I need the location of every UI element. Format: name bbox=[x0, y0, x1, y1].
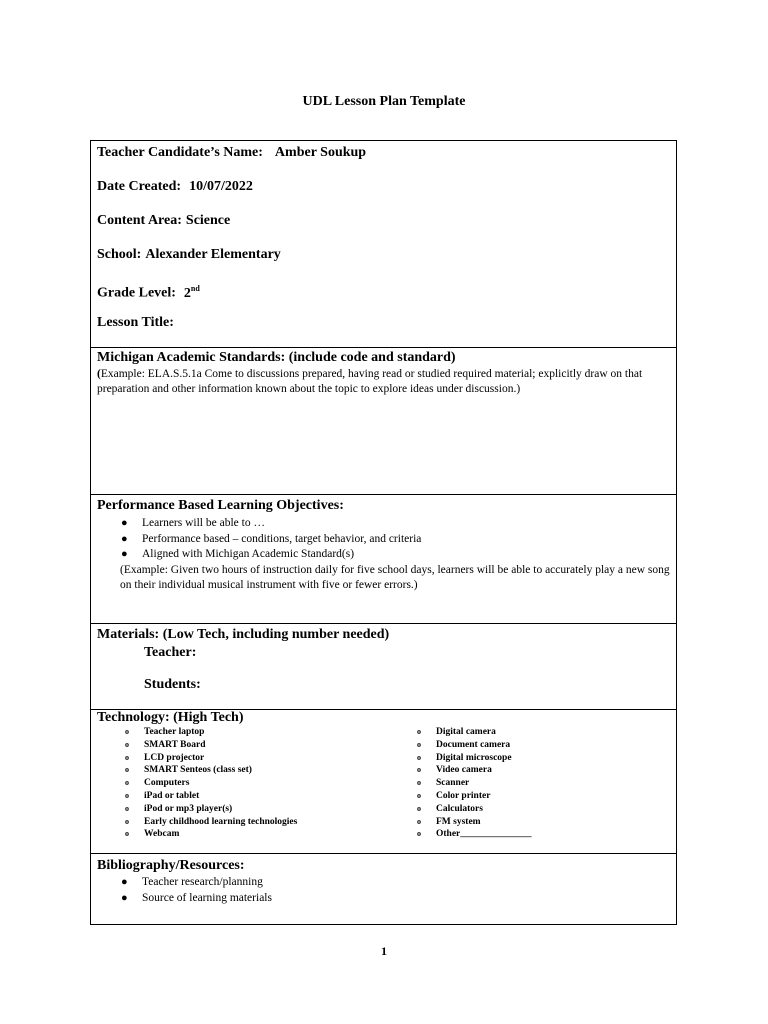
grade-value: 2 bbox=[183, 285, 191, 301]
checklist-item bbox=[383, 816, 532, 829]
school-row bbox=[97, 246, 676, 280]
circle-bullet-icon: o bbox=[125, 816, 129, 826]
checklist-item bbox=[91, 777, 297, 790]
bullet-icon: ● bbox=[121, 891, 128, 904]
checklist-item-text: FM system bbox=[436, 816, 481, 827]
materials-students-label: Students: bbox=[144, 677, 201, 692]
bibliography-list bbox=[97, 875, 676, 906]
circle-bullet-icon: o bbox=[417, 816, 421, 826]
checklist-item-text: Calculators bbox=[436, 803, 483, 814]
list-item-text: Source of learning materials bbox=[142, 891, 272, 904]
circle-bullet-icon: o bbox=[417, 765, 421, 775]
checklist-item-text: Video camera bbox=[436, 765, 492, 776]
checklist-item bbox=[91, 790, 297, 803]
circle-bullet-icon: o bbox=[417, 778, 421, 788]
circle-bullet-icon: o bbox=[417, 829, 421, 839]
checklist-item bbox=[383, 777, 532, 790]
checklist-item bbox=[91, 739, 297, 752]
list-item bbox=[97, 891, 676, 907]
technology-lists bbox=[97, 726, 676, 846]
grade-superscript: nd bbox=[190, 284, 200, 293]
content-area-row bbox=[97, 212, 676, 246]
checklist-item bbox=[91, 816, 297, 829]
circle-bullet-icon: o bbox=[125, 752, 129, 762]
date-value: 10/07/2022 bbox=[189, 179, 253, 194]
circle-bullet-icon: o bbox=[125, 739, 129, 749]
objectives-example: (Example: Given two hours of instruction daily for five school days, learners will be able to accurately play a new song on their individual musical instrument with five or fewer errors.) bbox=[120, 563, 670, 591]
technology-section bbox=[91, 710, 676, 854]
list-item-text: Learners will be able to … bbox=[142, 517, 265, 529]
checklist-item bbox=[91, 803, 297, 816]
bullet-icon: ● bbox=[121, 532, 128, 545]
school-label: School: bbox=[97, 247, 142, 262]
list-item bbox=[97, 532, 676, 548]
bibliography-heading: Bibliography/Resources: bbox=[97, 858, 245, 873]
checklist-item-text: Digital microscope bbox=[436, 752, 512, 763]
grade-label: Grade Level: bbox=[97, 285, 176, 301]
checklist-item bbox=[383, 803, 532, 816]
checklist-item-text: LCD projector bbox=[144, 752, 205, 763]
circle-bullet-icon: o bbox=[417, 727, 421, 736]
list-item-text: Teacher research/planning bbox=[142, 876, 263, 888]
checklist-item-text: iPad or tablet bbox=[144, 790, 200, 801]
standards-example-text: Example: ELA.S.5.1a Come to discussions prepared, having read or studied required material; explicitly draw on that preparation and other information known about the topic to explore ideas under discussion.) bbox=[97, 368, 643, 395]
checklist-item-text: Document camera bbox=[436, 739, 511, 750]
list-item bbox=[97, 547, 676, 563]
checklist-item-text: Computers bbox=[144, 778, 190, 789]
bibliography-section bbox=[91, 854, 676, 924]
checklist-item bbox=[383, 726, 532, 739]
checklist-item-text: Teacher laptop bbox=[144, 727, 205, 737]
checklist-item-text: Webcam bbox=[144, 829, 180, 840]
checklist-item-text: Early childhood learning technologies bbox=[144, 816, 298, 827]
circle-bullet-icon: o bbox=[417, 803, 421, 813]
standards-example-paren: ( bbox=[97, 368, 101, 380]
checklist-item-text: iPod or mp3 player(s) bbox=[144, 803, 233, 814]
checklist-item bbox=[383, 790, 532, 803]
bullet-icon: ● bbox=[121, 548, 128, 560]
circle-bullet-icon: o bbox=[125, 803, 129, 813]
standards-example bbox=[97, 367, 676, 397]
objectives-list bbox=[97, 516, 676, 563]
lesson-plan-table bbox=[90, 140, 677, 925]
page-number: 1 bbox=[381, 944, 387, 958]
document-title: UDL Lesson Plan Template bbox=[302, 94, 466, 109]
list-item-text: Performance based – conditions, target behavior, and criteria bbox=[142, 532, 422, 545]
checklist-item-text: SMART Senteos (class set) bbox=[144, 765, 252, 776]
checklist-item-text: Color printer bbox=[436, 790, 491, 801]
checklist-item bbox=[383, 764, 532, 777]
checklist-item bbox=[383, 828, 532, 841]
teacher-name-value: Amber Soukup bbox=[274, 145, 367, 160]
checklist-item-text: SMART Board bbox=[144, 739, 206, 750]
checklist-item bbox=[91, 828, 297, 841]
standards-section bbox=[91, 348, 676, 495]
checklist-item-text: Other_______________ bbox=[436, 829, 532, 840]
checklist-item bbox=[91, 726, 297, 739]
date-label: Date Created: bbox=[97, 179, 182, 194]
technology-list-right bbox=[383, 726, 532, 841]
materials-teacher-label: Teacher: bbox=[144, 645, 197, 660]
grade-row bbox=[97, 280, 676, 314]
lesson-title-row bbox=[97, 314, 676, 348]
objectives-heading: Performance Based Learning Objectives: bbox=[97, 498, 344, 513]
circle-bullet-icon: o bbox=[125, 727, 129, 736]
circle-bullet-icon: o bbox=[417, 739, 421, 749]
checklist-item bbox=[91, 764, 297, 777]
circle-bullet-icon: o bbox=[125, 765, 129, 775]
technology-heading: Technology: (High Tech) bbox=[97, 710, 244, 725]
materials-heading: Materials: (Low Tech, including number needed) bbox=[97, 627, 390, 642]
materials-section bbox=[91, 624, 676, 710]
checklist-item bbox=[383, 752, 532, 765]
teacher-name-label: Teacher Candidate’s Name: bbox=[97, 145, 263, 160]
content-area-label: Content Area: bbox=[97, 213, 182, 228]
school-value: Alexander Elementary bbox=[145, 247, 281, 262]
teacher-name-row bbox=[97, 144, 676, 178]
bullet-icon: ● bbox=[121, 517, 128, 529]
checklist-item-text: Scanner bbox=[436, 778, 470, 789]
bullet-icon: ● bbox=[121, 876, 128, 888]
circle-bullet-icon: o bbox=[417, 790, 421, 800]
circle-bullet-icon: o bbox=[125, 778, 129, 788]
circle-bullet-icon: o bbox=[125, 790, 129, 800]
list-item bbox=[97, 875, 676, 891]
header-section bbox=[91, 141, 676, 348]
list-item bbox=[97, 516, 676, 532]
circle-bullet-icon: o bbox=[125, 829, 129, 839]
objectives-section bbox=[91, 495, 676, 624]
lesson-title-label: Lesson Title: bbox=[97, 315, 174, 330]
date-row bbox=[97, 178, 676, 212]
circle-bullet-icon: o bbox=[417, 752, 421, 762]
content-area-value: Science bbox=[185, 213, 231, 228]
technology-list-left bbox=[91, 726, 297, 841]
standards-heading: Michigan Academic Standards: (include code and standard) bbox=[97, 350, 456, 365]
checklist-item bbox=[91, 752, 297, 765]
list-item-text: Aligned with Michigan Academic Standard(s) bbox=[142, 548, 355, 560]
checklist-item-text: Digital camera bbox=[436, 727, 496, 737]
checklist-item bbox=[383, 739, 532, 752]
